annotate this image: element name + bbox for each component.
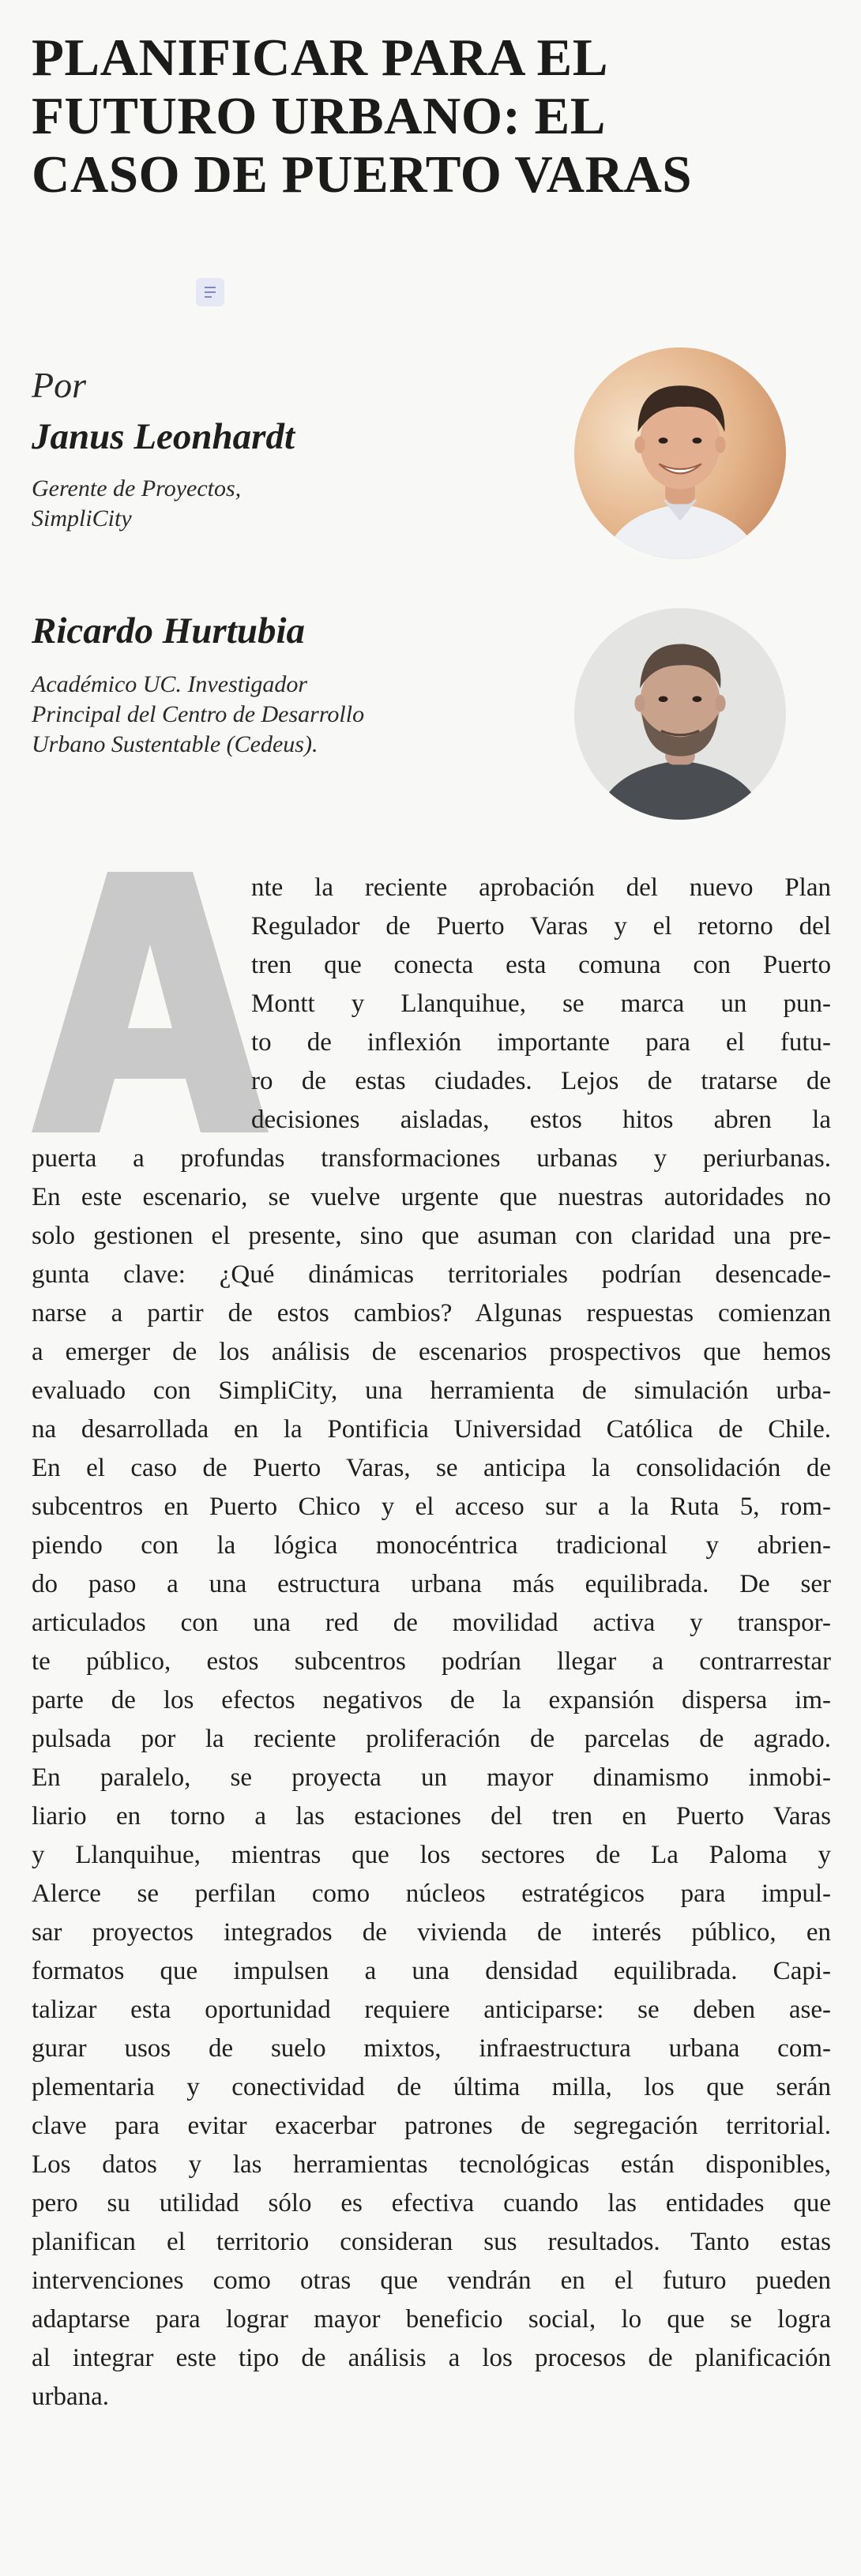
author-role-line: Principal del Centro de Desarrollo xyxy=(32,701,365,727)
body-line: al integrar este tipo de análisis a los procesos de planificación xyxy=(32,2344,831,2372)
drop-cap-letter: A xyxy=(147,1102,153,1111)
body-line: ro de estas ciudades. Lejos de tratarse de xyxy=(251,1067,831,1095)
body-line: Los datos y las herramientas tecnológicas están disponibles, xyxy=(32,2150,831,2179)
body-line: y Llanquihue, mientras que los sectores de La Paloma y xyxy=(32,1841,831,1869)
body-line: pero su utilidad sólo es efectiva cuando las entidades que xyxy=(32,2189,831,2217)
body-line: gurar usos de suelo mixtos, infraestructura urbana com- xyxy=(32,2034,831,2063)
body-line: intervenciones como otras que vendrán en el futuro pueden xyxy=(32,2266,831,2295)
headline-line: PLANIFICAR PARA EL xyxy=(32,28,608,87)
body-line: to de inflexión importante para el futu- xyxy=(251,1028,831,1057)
body-line: piendo con la lógica monocéntrica tradicional y abrien- xyxy=(32,1531,831,1560)
body-line: puerta a profundas transformaciones urbanas y periurbanas. xyxy=(32,1144,831,1173)
author-role-line: SimpliCity xyxy=(32,505,132,531)
body-line: sar proyectos integrados de vivienda de interés público, en xyxy=(32,1918,831,1947)
body-line: decisiones aisladas, estos hitos abren la xyxy=(251,1106,831,1134)
body-line: En este escenario, se vuelve urgente que nuestras autoridades no xyxy=(32,1183,831,1211)
author-name: Janus Leonhardt xyxy=(32,416,295,457)
body-line: parte de los efectos negativos de la expansión dispersa im- xyxy=(32,1686,831,1714)
body-line: tren que conecta esta comuna con Puerto xyxy=(251,951,831,979)
body-line: En el caso de Puerto Varas, se anticipa la consolidación de xyxy=(32,1454,831,1482)
author-name: Ricardo Hurtubia xyxy=(32,610,306,652)
author-role-line: Gerente de Proyectos, xyxy=(32,475,242,501)
body-line: clave para evitar exacerbar patrones de segregación territorial. xyxy=(32,2112,831,2140)
author-portrait xyxy=(574,608,786,820)
body-line: gunta clave: ¿Qué dinámicas territoriales podrían desencade- xyxy=(32,1260,831,1289)
body-line: adaptarse para lograr mayor beneficio social, lo que se logra xyxy=(32,2305,831,2334)
body-line: urbana. xyxy=(32,2383,110,2411)
body-line: evaluado con SimpliCity, una herramienta de simulación urba- xyxy=(32,1376,831,1405)
body-line: planifican el territorio consideran sus resultados. Tanto estas xyxy=(32,2228,831,2256)
note-icon[interactable] xyxy=(196,278,224,306)
body-line: pulsada por la reciente proliferación de parcelas de agrado. xyxy=(32,1725,831,1753)
body-line: Montt y Llanquihue, se marca un pun- xyxy=(251,989,831,1018)
body-line: formatos que impulsen a una densidad equilibrada. Capi- xyxy=(32,1957,831,1985)
drop-cap xyxy=(32,872,269,1132)
headline-line: CASO DE PUERTO VARAS xyxy=(32,145,693,204)
body-line: a emerger de los análisis de escenarios prospectivos que hemos xyxy=(32,1338,831,1366)
headline-line: FUTURO URBANO: EL xyxy=(32,87,606,145)
body-line: te público, estos subcentros podrían llegar a contrarrestar xyxy=(32,1647,831,1676)
author-role xyxy=(32,474,241,534)
body-line: talizar esta oportunidad requiere anticiparse: se deben ase- xyxy=(32,1996,831,2024)
author-role-line: Académico UC. Investigador xyxy=(32,671,308,697)
author-portrait xyxy=(574,347,786,559)
body-line: Alerce se perfilan como núcleos estratégicos para impul- xyxy=(32,1879,831,1908)
body-line: subcentros en Puerto Chico y el acceso sur a la Ruta 5, rom- xyxy=(32,1493,831,1521)
byline-prefix: Por xyxy=(32,365,86,405)
body-line: plementaria y conectividad de última milla, los que serán xyxy=(32,2073,831,2101)
body-line: liario en torno a las estaciones del tren en Puerto Varas xyxy=(32,1802,831,1831)
body-line: En paralelo, se proyecta un mayor dinamismo inmobi- xyxy=(32,1763,831,1792)
body-line: narse a partir de estos cambios? Algunas respuestas comienzan xyxy=(32,1299,831,1327)
author-role xyxy=(32,670,364,760)
article-headline xyxy=(32,28,829,204)
author-role-line: Urbano Sustentable (Cedeus). xyxy=(32,731,318,757)
body-line: do paso a una estructura urbana más equilibrada. De ser xyxy=(32,1570,831,1598)
body-line: solo gestionen el presente, sino que asuman con claridad una pre- xyxy=(32,1222,831,1250)
body-line: articulados con una red de movilidad activa y transpor- xyxy=(32,1609,831,1637)
body-line: na desarrollada en la Pontificia Universidad Católica de Chile. xyxy=(32,1415,831,1444)
body-line: Regulador de Puerto Varas y el retorno del xyxy=(251,912,831,941)
body-line: nte la reciente aprobación del nuevo Plan xyxy=(251,873,831,902)
